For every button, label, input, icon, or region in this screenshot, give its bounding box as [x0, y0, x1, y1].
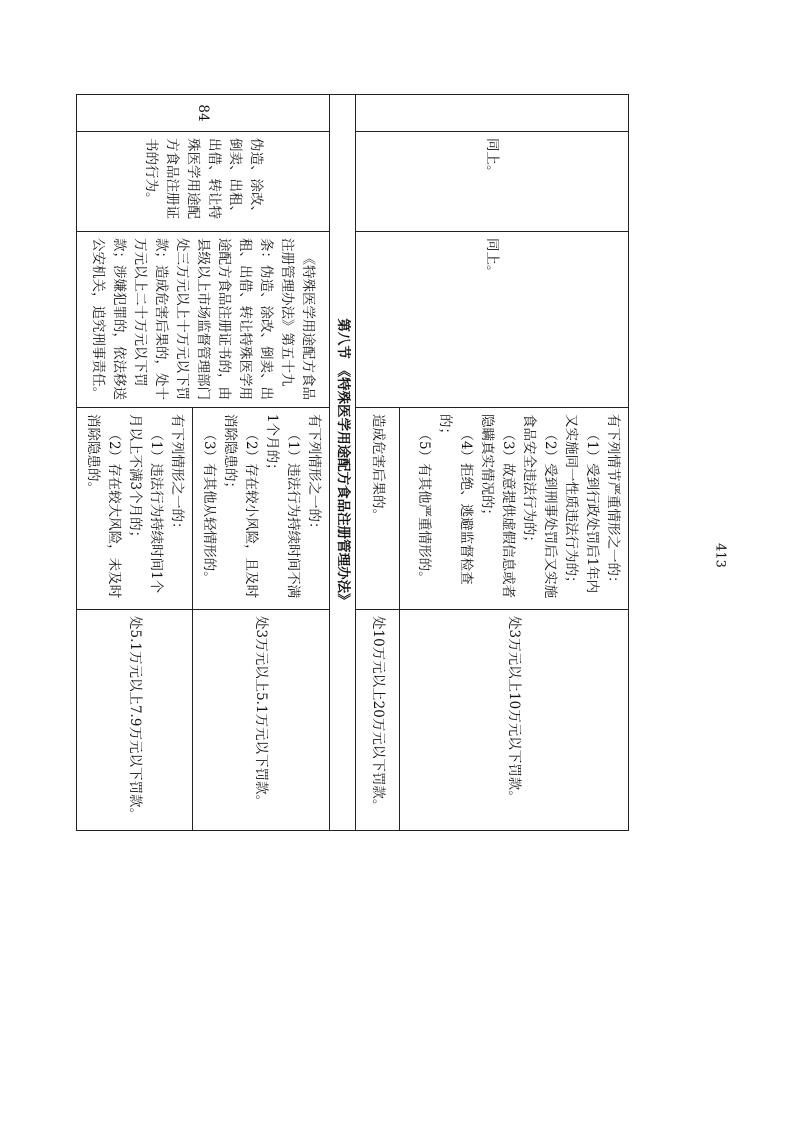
penalty-cell-light: 处3万元以上5.1万元以下罚款。: [193, 610, 330, 831]
heavy-line: （2）受到刑事处罚后又实施食品安全违法行为的；: [521, 414, 558, 599]
section-title: 第八节 《特殊医学用途配方食品注册管理办法》: [330, 95, 356, 831]
medium-line: 有下列情形之一的：: [169, 414, 185, 536]
behavior-cell: 伪造、涂改、倒卖、出租、出借、转让特殊医学用途配方食品注册证书的行为。: [77, 132, 330, 232]
page-number: 413: [712, 543, 728, 568]
number-cell: [356, 95, 629, 132]
table-row: [330, 95, 356, 831]
table-row: [193, 95, 330, 831]
penalty-cell-heavy: 处3万元以上10万元以下罚款。: [400, 610, 629, 831]
penalty-table: [76, 94, 629, 831]
row-number: 84: [77, 95, 330, 132]
behavior-cell: 同上。: [356, 132, 629, 232]
heavy-line: （3）故意提供虚假信息或者隐瞒真实情况的；: [479, 414, 516, 599]
circumstance-cell-heavy: [400, 408, 629, 610]
circumstance-cell-harm: 造成危害后果的。: [356, 408, 400, 610]
rotated-page-content: [85, 94, 629, 830]
medium-line: （2）存在较大风险，未及时消除隐患的。: [85, 414, 122, 599]
basis-cell: 《特殊医学用途配方食品注册管理办法》第五十九条：伪造、涂改、倒卖、出租、出借、转让特殊医学用途配方食品注册证书的，由县级以上市场监督管理部门处三万元以上十万元以下罚款；造成危害后果的，处十万元以上二十万元以下罚款；涉嫌犯罪的，依法移送公安机关，追究刑事责任。: [77, 232, 330, 408]
light-line: （2）存在较小风险，且及时消除隐患的；: [222, 414, 259, 599]
penalty-cell-medium: 处5.1万元以上7.9万元以下罚款。: [77, 610, 193, 831]
table-row: [400, 95, 629, 831]
light-line: 有下列情形之一的：: [306, 414, 322, 536]
heavy-line: （5）有其他严重情形的。: [416, 427, 432, 585]
heavy-line: （4）拒绝、逃避监督检查的；: [437, 414, 474, 585]
light-line: （1）违法行为持续时间不满1个月的；: [264, 414, 301, 599]
heavy-line: （1）受到行政处罚后1年内又实施同一性质违法行为的；: [563, 414, 600, 594]
medium-line: （1）违法行为持续时间1个月以上不满3个月的；: [127, 414, 164, 594]
basis-cell: 同上。: [356, 232, 629, 408]
heavy-line: 有下列情节严重情形之一的：: [605, 414, 621, 590]
penalty-cell-harm: 处10万元以上20万元以下罚款。: [356, 610, 400, 831]
circumstance-cell-medium: [77, 408, 193, 610]
light-line: （3）有其他从轻情形的。: [201, 427, 217, 585]
circumstance-cell-light: [193, 408, 330, 610]
